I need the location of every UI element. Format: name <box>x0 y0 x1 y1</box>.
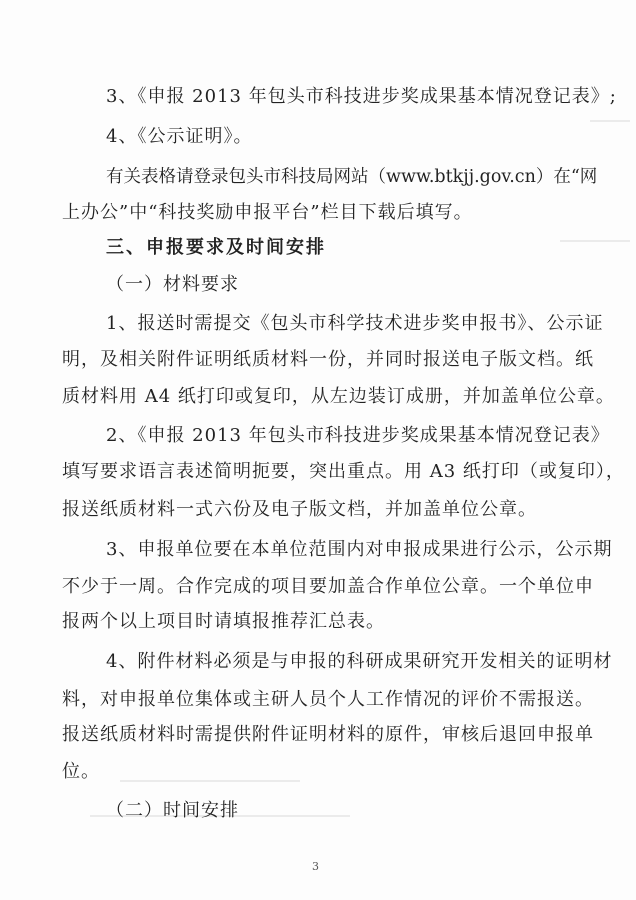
paragraph-line: 3、申报单位要在本单位范围内对申报成果进行公示，公示期 <box>106 539 613 560</box>
paragraph-line: 料，对申报单位集体或主研人员个人工作情况的评价不需报送。 <box>62 689 594 710</box>
paragraph-line: 2、《申报 2013 年包头市科技进步奖成果基本情况登记表》 <box>106 425 610 446</box>
paragraph-line: 不少于一周。合作完成的项目要加盖合作单位公章。一个单位申 <box>62 576 594 597</box>
paragraph-line: 4、附件材料必须是与申报的科研成果研究开发相关的证明材 <box>106 651 613 672</box>
paragraph-line: 上办公”中“科技奖励申报平台”栏目下载后填写。 <box>62 202 473 223</box>
subsection-heading: （一）材料要求 <box>106 274 239 295</box>
section-heading: 三、申报要求及时间安排 <box>106 237 326 258</box>
list-item: 4、《公示证明》。 <box>106 126 253 147</box>
scan-artifact <box>560 240 630 242</box>
paragraph-line: 质材料用 A4 纸打印或复印，从左边装订成册，并加盖单位公章。 <box>62 386 615 407</box>
paragraph-line: 1、报送时需提交《包头市科学技术进步奖申报书》、公示证 <box>106 313 604 334</box>
paragraph-line: 有关表格请登录包头市科技局网站（www.btkjj.gov.cn）在“网 <box>106 167 598 187</box>
list-item: 3、《申报 2013 年包头市科技进步奖成果基本情况登记表》; <box>106 86 617 107</box>
paragraph-line: 位。 <box>62 761 100 782</box>
paragraph-line: 明，及相关附件证明纸质材料一份，并同时报送电子版文档。纸 <box>62 349 594 370</box>
paragraph-line: 报送纸质材料一式六份及电子版文档，并加盖单位公章。 <box>62 499 537 520</box>
scan-artifact <box>120 780 300 782</box>
paragraph-line: 填写要求语言表述简明扼要，突出重点。用 A3 纸打印（或复印）， <box>62 461 625 482</box>
scan-artifact <box>590 120 630 122</box>
paragraph-line: 报送纸质材料时需提供附件证明材料的原件，审核后退回申报单 <box>62 724 594 745</box>
page-number: 3 <box>312 860 319 873</box>
paragraph-line: 报两个以上项目时请填报推荐汇总表。 <box>62 611 385 632</box>
subsection-heading: （二）时间安排 <box>106 800 239 821</box>
